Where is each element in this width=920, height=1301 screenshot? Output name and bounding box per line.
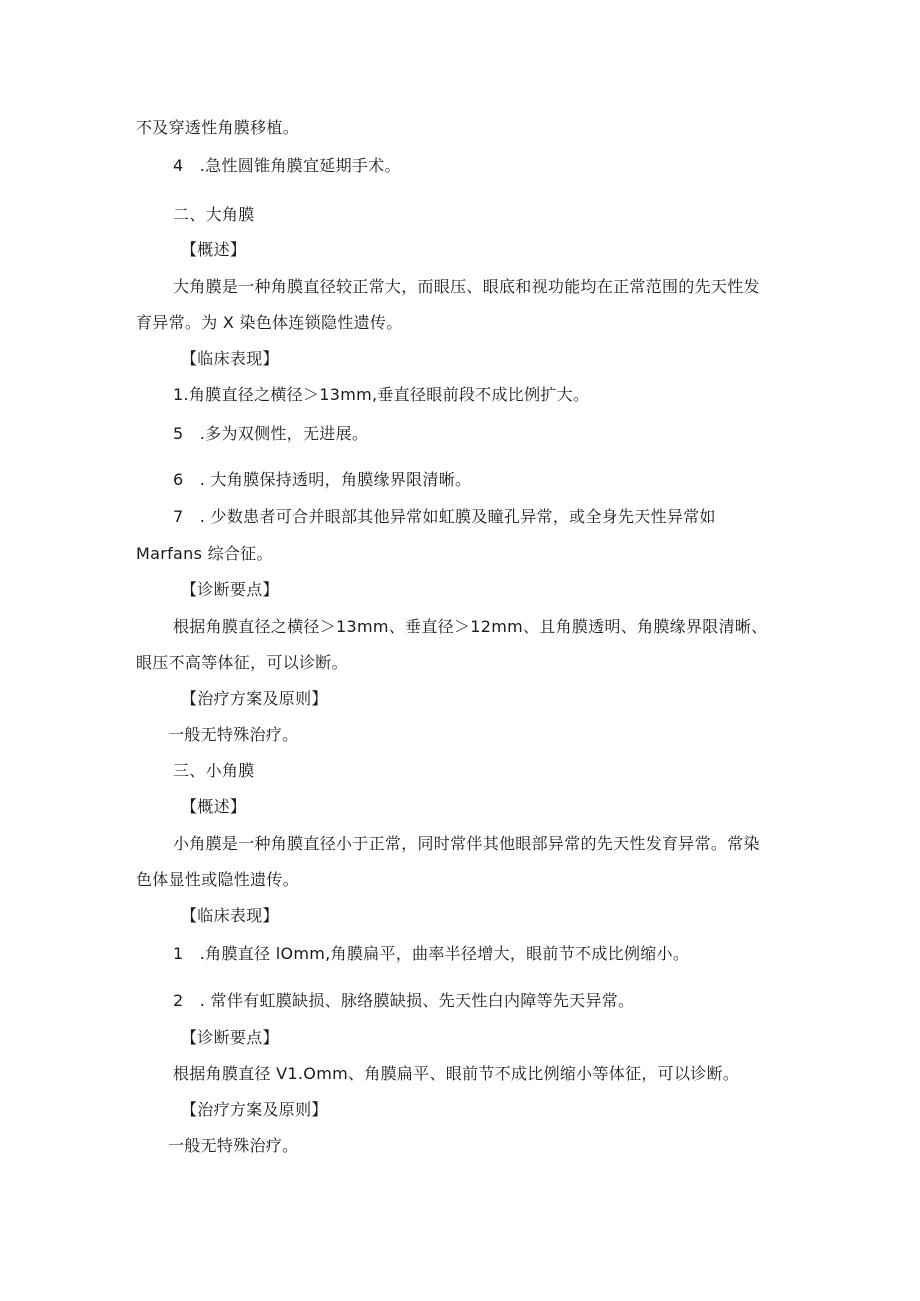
- list-item: 2 . 常伴有虹膜缺损、脉络膜缺损、先天性白内障等先天异常。: [173, 991, 635, 1010]
- paragraph-line: 根据角膜直径之横径＞13mm、垂直径＞12mm、且角膜透明、角膜缘界限清晰、: [173, 617, 768, 636]
- text-line: 不及穿透性角膜移植。: [136, 118, 300, 137]
- list-item: 6 . 大角膜保持透明，角膜缘界限清晰。: [173, 470, 472, 489]
- list-item: 1 .角膜直径 lOmm,角膜扁平，曲率半径增大，眼前节不成比例缩小。: [173, 944, 690, 963]
- subsection-heading: 【治疗方案及原则】: [181, 689, 328, 708]
- subsection-heading: 【概述】: [181, 797, 247, 816]
- subsection-heading: 【临床表现】: [181, 349, 279, 368]
- paragraph-line: 一般无特殊治疗。: [168, 1136, 299, 1155]
- paragraph-line: 色体显性或隐性遗传。: [136, 870, 300, 889]
- paragraph-line: 育异常。为 X 染色体连锁隐性遗传。: [136, 313, 403, 332]
- list-item-continuation: Marfans 综合征。: [136, 544, 273, 563]
- subsection-heading: 【临床表现】: [181, 906, 279, 925]
- section-heading: 三、小角膜: [173, 761, 255, 780]
- subsection-heading: 【概述】: [181, 240, 247, 259]
- list-item: 4 .急性圆锥角膜宜延期手术。: [173, 156, 401, 175]
- list-item: 7 . 少数患者可合并眼部其他异常如虹膜及瞳孔异常，或全身先天性异常如: [173, 507, 716, 526]
- subsection-heading: 【治疗方案及原则】: [181, 1100, 328, 1119]
- paragraph-line: 大角膜是一种角膜直径较正常大，而眼压、眼底和视功能均在正常范围的先天性发: [173, 277, 760, 296]
- subsection-heading: 【诊断要点】: [181, 580, 279, 599]
- paragraph-line: 一般无特殊治疗。: [168, 725, 299, 744]
- list-item: 5 .多为双侧性，无进展。: [173, 424, 369, 443]
- paragraph-line: 根据角膜直径 V1.Omm、角膜扁平、眼前节不成比例缩小等体征，可以诊断。: [173, 1064, 740, 1083]
- section-heading: 二、大角膜: [173, 205, 255, 224]
- paragraph-line: 小角膜是一种角膜直径小于正常，同时常伴其他眼部异常的先天性发育异常。常染: [173, 834, 760, 853]
- list-item: 1.角膜直径之横径＞13mm,垂直径眼前段不成比例扩大。: [173, 385, 590, 404]
- paragraph-line: 眼压不高等体征，可以诊断。: [136, 653, 348, 672]
- subsection-heading: 【诊断要点】: [181, 1028, 279, 1047]
